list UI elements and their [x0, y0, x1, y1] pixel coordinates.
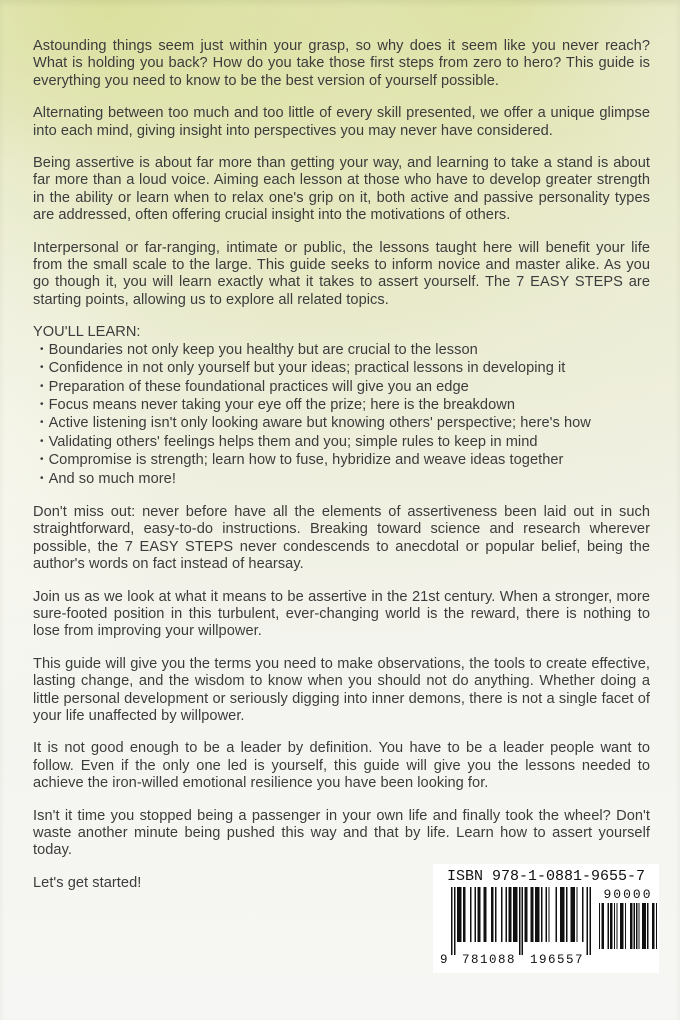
bullet-text: Validating others' feelings helps them and you; simple rules to keep in mind — [48, 433, 538, 450]
blurb-paragraph: Isn't it time you stopped being a passenger in your own life and finally took the wheel? Don't waste another minute being pushed this way and that by life. Learn how to assert yourself today. — [33, 807, 650, 859]
blurb-paragraph: Astounding things seem just within your grasp, so why does it seem like you never reach? What is holding you back? How do you take those first steps from zero to hero? This guide is everything you need to know to be the best version of yourself possible. — [33, 38, 650, 89]
ean13-digits — [440, 953, 591, 967]
bullet-item — [40, 415, 650, 433]
barcode-box — [433, 864, 659, 973]
bullet-dot-icon: • — [40, 435, 44, 447]
ean13-barcode — [440, 887, 591, 967]
ean13-bars — [451, 887, 591, 955]
ean13-lead-digit: 9 — [440, 953, 448, 967]
bullet-dot-icon: • — [40, 417, 44, 429]
learn-bullet-list — [33, 342, 650, 489]
blurb-paragraph: This guide will give you the terms you need to make observations, the tools to create effective, lasting change, and the wisdom to know when you should not do anything. Whether doing a little personal development or seriously digging into inner demons, there is not a single facet of your life unaffected by willpower. — [33, 655, 650, 724]
price-code-text: 90000 — [603, 887, 653, 902]
bullet-dot-icon: • — [40, 362, 44, 374]
bullet-dot-icon: • — [40, 380, 44, 392]
bullet-text: And so much more! — [48, 470, 176, 487]
bullet-item — [40, 452, 650, 470]
isbn-text: ISBN 978-1-0881-9655-7 — [446, 868, 646, 885]
ean13-digit-group-left: 781088 — [461, 953, 516, 967]
bullet-item — [40, 379, 650, 397]
bullet-item — [40, 342, 650, 360]
blurb-text-block — [33, 38, 650, 892]
learn-heading: YOU'LL LEARN: — [33, 324, 141, 341]
blurb-paragraph: Join us as we look at what it means to be assertive in the 21st century. When a stronger, more sure-footed position in this turbulent, ever-changing world is the reward, there is nothing to lose from improving your willpower. — [33, 588, 650, 640]
bullet-item — [40, 360, 650, 378]
bullet-dot-icon: • — [40, 398, 44, 410]
closing-line: Let's get started! — [33, 874, 142, 891]
bullet-text: Preparation of these foundational practices will give you an edge — [48, 378, 469, 395]
bullet-item — [40, 471, 650, 489]
barcode-row — [439, 887, 653, 967]
blurb-paragraph: Alternating between too much and too little of every skill presented, we offer a unique glimpse into each mind, giving insight into perspectives you may never have considered. — [33, 105, 650, 139]
bullet-item — [40, 434, 650, 452]
blurb-paragraph: It is not good enough to be a leader by definition. You have to be a leader people want to follow. Even if the only one led is yourself, this guide will give you the lessons needed to achieve the iron-willed emotional resilience you have been looking for. — [33, 740, 650, 792]
ean5-supplement — [599, 887, 657, 967]
bullet-text: Active listening isn't only looking aware but knowing others' perspective; here's how — [48, 415, 591, 432]
bullet-item — [40, 397, 650, 415]
bullet-dot-icon: • — [40, 454, 44, 466]
blurb-paragraph: Don't miss out: never before have all the elements of assertiveness been laid out in such straightforward, easy-to-do instructions. Breaking toward science and research wherever possible, the 7 EASY STEPS never condescends to anecdotal or popular belief, being the author's words on fact instead of hearsay. — [33, 503, 650, 573]
bullet-text: Focus means never taking your eye off the prize; here is the breakdown — [48, 396, 515, 413]
bullet-text: Confidence in not only yourself but your ideas; practical lessons in developing it — [48, 360, 566, 377]
bullet-text: Compromise is strength; learn how to fuse, hybridize and weave ideas together — [48, 452, 564, 469]
blurb-paragraph: Being assertive is about far more than getting your way, and learning to take a stand is about far more than a loud voice. Aiming each lesson at those who have to develop greater strength in the ability or learn when to relax one's grip on it, both active and passive personality types are addressed, often offering crucial insight into the motivations of others. — [33, 155, 650, 224]
bullet-text: Boundaries not only keep you healthy but are crucial to the lesson — [48, 341, 478, 358]
bullet-dot-icon: • — [40, 343, 44, 355]
ean13-digit-group-right: 196557 — [529, 953, 584, 967]
blurb-paragraph: Interpersonal or far-ranging, intimate or public, the lessons taught here will benefit your life from the small scale to the large. This guide seeks to inform novice and master alike. As you go though it, you will learn exactly what it takes to assert yourself. The 7 EASY STEPS are starting points, allowing us to explore all related topics. — [33, 239, 650, 308]
bullet-dot-icon: • — [40, 472, 44, 484]
ean5-bars — [599, 903, 657, 949]
